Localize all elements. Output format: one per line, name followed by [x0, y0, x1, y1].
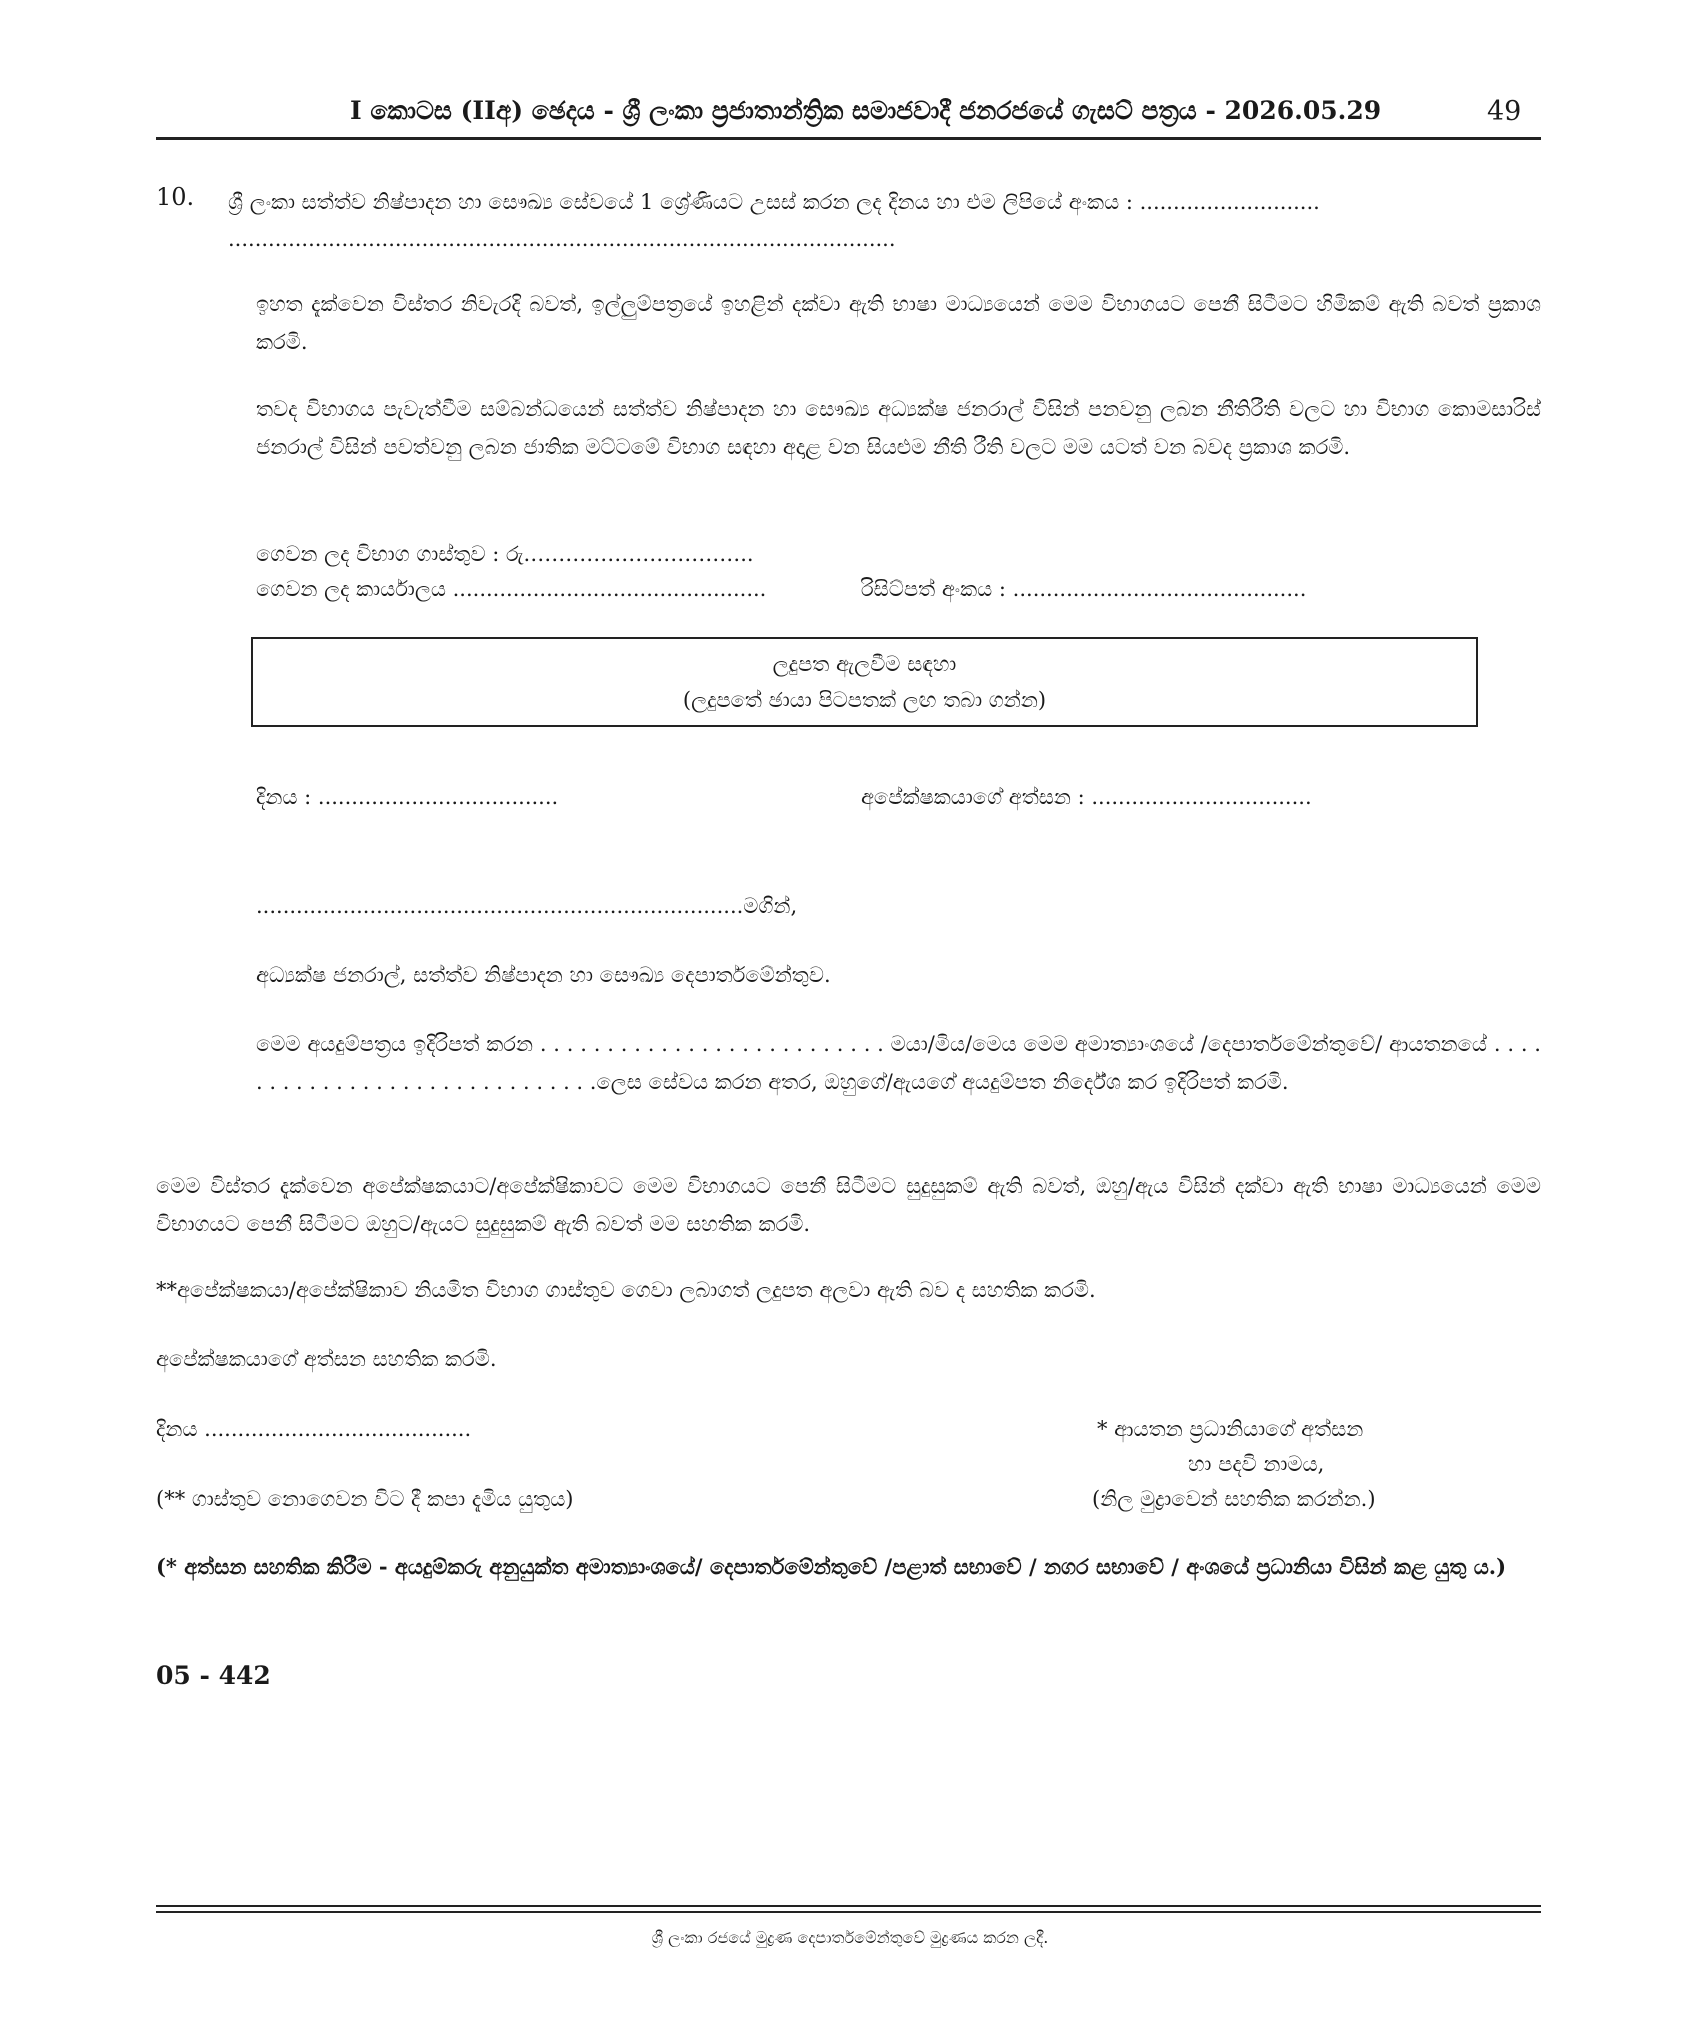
- footer-rule-top: [156, 1905, 1541, 1907]
- head-signature-line-1: * ආයතන ප්‍රධානියාගේ අත්සන: [1097, 1417, 1364, 1441]
- office-paid-field: ගෙවන ලද කාර්යාලය ...............................................: [256, 577, 767, 601]
- receipt-paste-box: [251, 637, 1478, 727]
- fee-note: (** ගාස්තුව නොගෙවන විට දී කපා දැමිය යුතුය): [156, 1487, 574, 1511]
- certification-paragraph-3: අපේක්ෂකයාගේ අත්සන සහතික කරමි.: [156, 1347, 497, 1371]
- fee-paid-field: ගෙවන ලද විභාග ගාස්තුව : රු.…………………………..: [256, 542, 754, 566]
- head-signature-line-2: හා පදවි නාමය,: [1188, 1452, 1325, 1476]
- reference-number: 05 - 442: [156, 1661, 271, 1690]
- receipt-box-line-1: ලදුපත ඇලවීම සඳහා: [772, 652, 957, 676]
- applicant-signature-field: අපේක්ෂකයාගේ අත්සන : .................................: [861, 785, 1312, 809]
- applicant-date-field: දිනය : ....................................: [256, 785, 559, 809]
- item-number: 10.: [156, 183, 195, 211]
- seal-note: (නිල මුද්‍රාවෙන් සහතික කරන්න.): [1092, 1487, 1376, 1511]
- item10-line2: ....................................................................................................: [228, 227, 896, 251]
- receipt-number-field: රිසිට්පත් අංකය : ............................................: [861, 577, 1307, 601]
- certification-paragraph-1: මෙම විස්තර දැක්වෙන අපේක්ෂකයාට/අපේක්ෂිකාවට මෙම විභාගයට පෙනී සිටීමට සුදුසුකම් ඇති බවත්, ඔහු/ඇය විසින් දක්වා ඇති භාෂා මාධ්‍යයෙන් මෙම විභාගයට පෙනී සිටීමට ඔහුට/ඇයට සුදුසුකම් ඇති බවත් මම සහතික කරමි.: [156, 1174, 1541, 1236]
- signature-footnote: (* අත්සන සහතික කිරීම - අයදුම්කරු අනුයුක්ත අමාත්‍යාංශයේ/ දෙපාර්තමේන්තුවේ /පළාත් සභාවේ / නගර සභාවේ / අංශයේ ප්‍රධානියා විසින් කළ යුතු ය.): [156, 1554, 1507, 1579]
- receipt-box-line-2: (ලදුපතේ ඡායා පිටපතක් ලඟ තබා ගන්න): [682, 688, 1047, 712]
- declaration-paragraph-1: ඉහත දැක්වෙන විස්තර නිවැරදි බවත්, ඉල්ලුම්පත්‍රයේ ඉහළින් දක්වා ඇති භාෂා මාධ්‍යයෙන් මෙම විභාගයට පෙනී සිටීමට හිමිකම් ඇති බවත් ප්‍රකාශ කරමි.: [256, 292, 1541, 354]
- declaration-paragraph-2: තවද විභාගය පැවැත්වීම සම්බන්ධයෙන් සත්ත්ව නිෂ්පාදන හා සෞඛ්‍ය අධ්‍යක්ෂ ජනරාල් විසින් පනවනු ලබන නීතිරීති වලට හා විභාග කොමසාරිස් ජනරාල් විසින් පවත්වනු ලබන ජාතික මට්ටමේ විභාග සඳහා අදාළ වන සියළුම නීති රීති වලට මම යටත් වන බවද ප්‍රකාශ කරමි.: [256, 397, 1541, 459]
- item10-line1: ශ්‍රී ලංකා සත්ත්ව නිෂ්පාදන හා සෞඛ්‍ය සේවයේ 1 ශ්‍රේණියට උසස් කරන ලද දිනය හා එම ලිපියේ අංකය : ...........................: [228, 190, 1320, 214]
- recommendation-paragraph: මෙම අයදුම්පත්‍රය ඉදිරිපත් කරන . . . . . . . . . . . . . . . . . . . . . . . . . . මයා/මිය/මෙය මෙම අමාත්‍යාංශයේ /දෙපාර්තමේන්තුවේ/ ආයතනයේ . . . . . . . . . . . . . . . . . . . . . . . . . . . . . .ලෙස සේවය කරන අතර, ඔහුගේ/ඇයගේ අයදුම්පත නිර්දේශ කර ඉදිරිපත් කරමි.: [256, 1032, 1541, 1094]
- addressee: අධ්‍යක්ෂ ජනරාල්, සත්ත්ව නිෂ්පාදන හා සෞඛ්‍ය දෙපාර්තමේන්තුව.: [256, 963, 831, 987]
- via-line: .........................................................................මගින්,: [256, 894, 798, 918]
- certification-date-field: දිනය ........................................: [156, 1417, 472, 1441]
- page-number: 49: [1487, 96, 1522, 127]
- header-rule: [156, 137, 1541, 140]
- page-header-title: I කොටස (IIඅ) ඡෙදය - ශ්‍රී ලංකා ප්‍රජාතාන්ත්‍රික සමාජවාදී ජනරජයේ ගැසට් පත්‍රය - 2026.05.29: [350, 96, 1382, 125]
- printer-footer: ශ්‍රී ලංකා රජයේ මුද්‍රණ දෙපාර්තමේන්තුවේ මුද්‍රණය කරන ලදී.: [651, 1928, 1049, 1947]
- certification-paragraph-2: **අපේක්ෂකයා/අපේක්ෂිකාව නියමිත විභාග ගාස්තුව ගෙවා ලබාගත් ලදුපත අලවා ඇති බව ද සහතික කරමි.: [156, 1278, 1096, 1302]
- footer-rule-bottom: [156, 1911, 1541, 1913]
